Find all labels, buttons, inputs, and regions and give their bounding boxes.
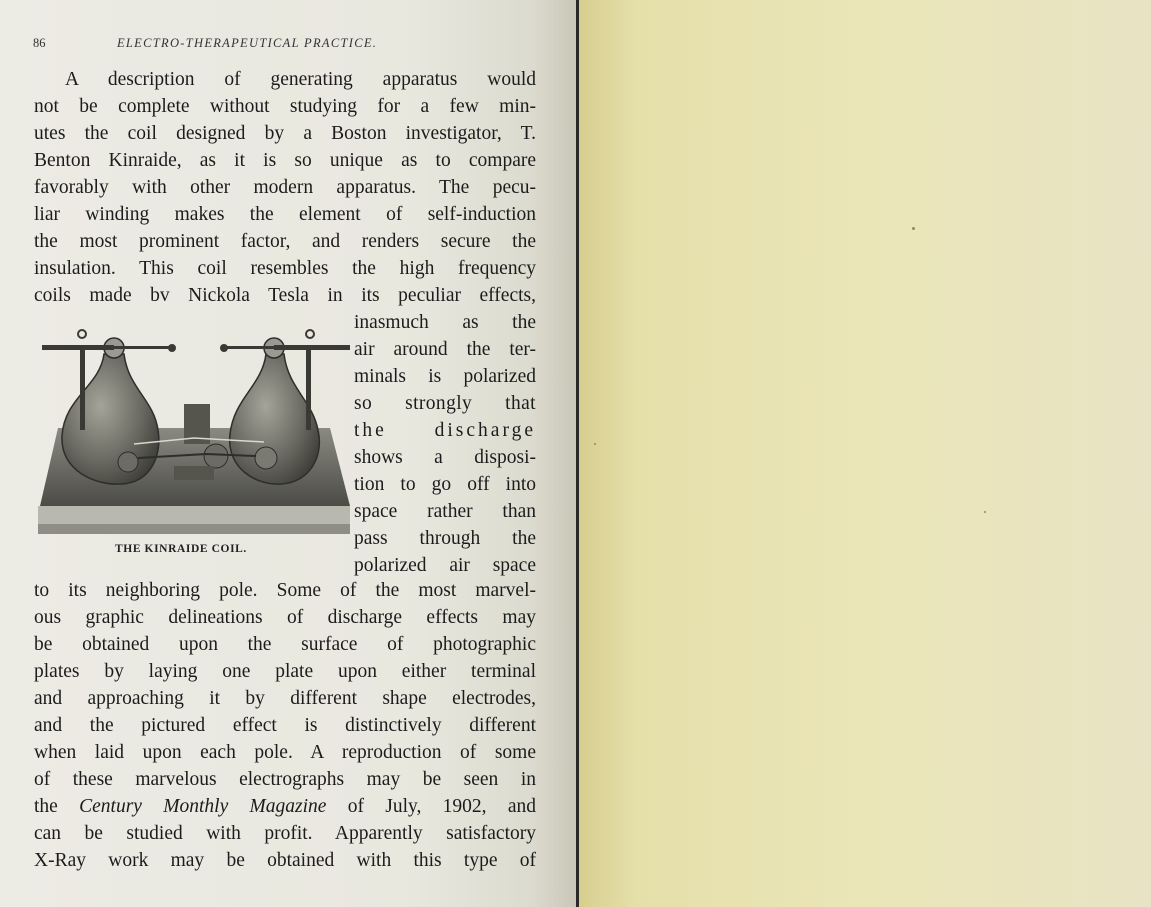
text-line: pass through the	[354, 528, 536, 549]
text-line: space rather than	[354, 501, 536, 522]
right-page-blank	[579, 0, 1151, 907]
paper-speck	[984, 511, 986, 513]
text-span: the	[34, 796, 80, 817]
magazine-title: Century Monthly Magazine	[79, 796, 327, 817]
text-line: insulation. This coil resembles the high frequency	[34, 258, 536, 279]
text-line: inasmuch as the	[354, 312, 536, 333]
text-line: be obtained upon the surface of photographic	[34, 634, 536, 655]
text-line: so strongly that	[354, 393, 536, 414]
text-line: X-Ray work may be obtained with this type of	[34, 850, 536, 871]
text-line: and approaching it by different shape electrodes,	[34, 688, 536, 709]
text-line: can be studied with profit. Apparently satisfactory	[34, 823, 536, 844]
text-line: coils made bv Nickola Tesla in its peculiar effects,	[34, 285, 536, 306]
text-line: to its neighboring pole. Some of the most marvel-	[34, 580, 536, 601]
text-line: of these marvelous electrographs may be seen in	[34, 769, 536, 790]
kinraide-coil-illustration	[34, 326, 354, 548]
figure-caption: THE KINRAIDE COIL.	[115, 543, 247, 555]
text-line: the most prominent factor, and renders secure the	[34, 231, 536, 252]
text-line: Benton Kinraide, as it is so unique as to compare	[34, 150, 536, 171]
text-line: utes the coil designed by a Boston investigator, T.	[34, 123, 536, 144]
text-span: of July, 1902, and	[326, 796, 537, 817]
text-line: liar winding makes the element of self-induction	[34, 204, 536, 225]
text-line: not be complete without studying for a few min-	[34, 96, 536, 117]
text-line: the discharge	[354, 420, 536, 441]
text-line: minals is polarized	[354, 366, 536, 387]
running-title: ELECTRO-THERAPEUTICAL PRACTICE.	[117, 36, 378, 50]
text-line: ous graphic delineations of discharge effects may	[34, 607, 536, 628]
page-number: 86	[33, 36, 46, 50]
text-line: tion to go off into	[354, 474, 536, 495]
text-line: when laid upon each pole. A reproduction of some	[34, 742, 536, 763]
text-line: A description of generating apparatus would	[65, 69, 536, 90]
text-line: polarized air space	[354, 555, 536, 576]
text-line: shows a disposi-	[354, 447, 536, 468]
text-line-magazine	[34, 794, 536, 820]
text-line: plates by laying one plate upon either terminal	[34, 661, 536, 682]
text-line: favorably with other modern apparatus. The pecu-	[34, 177, 536, 198]
text-line: and the pictured effect is distinctively different	[34, 715, 536, 736]
running-head	[33, 36, 553, 56]
paper-speck	[912, 227, 915, 230]
paper-speck	[594, 443, 596, 445]
text-line: air around the ter-	[354, 339, 536, 360]
